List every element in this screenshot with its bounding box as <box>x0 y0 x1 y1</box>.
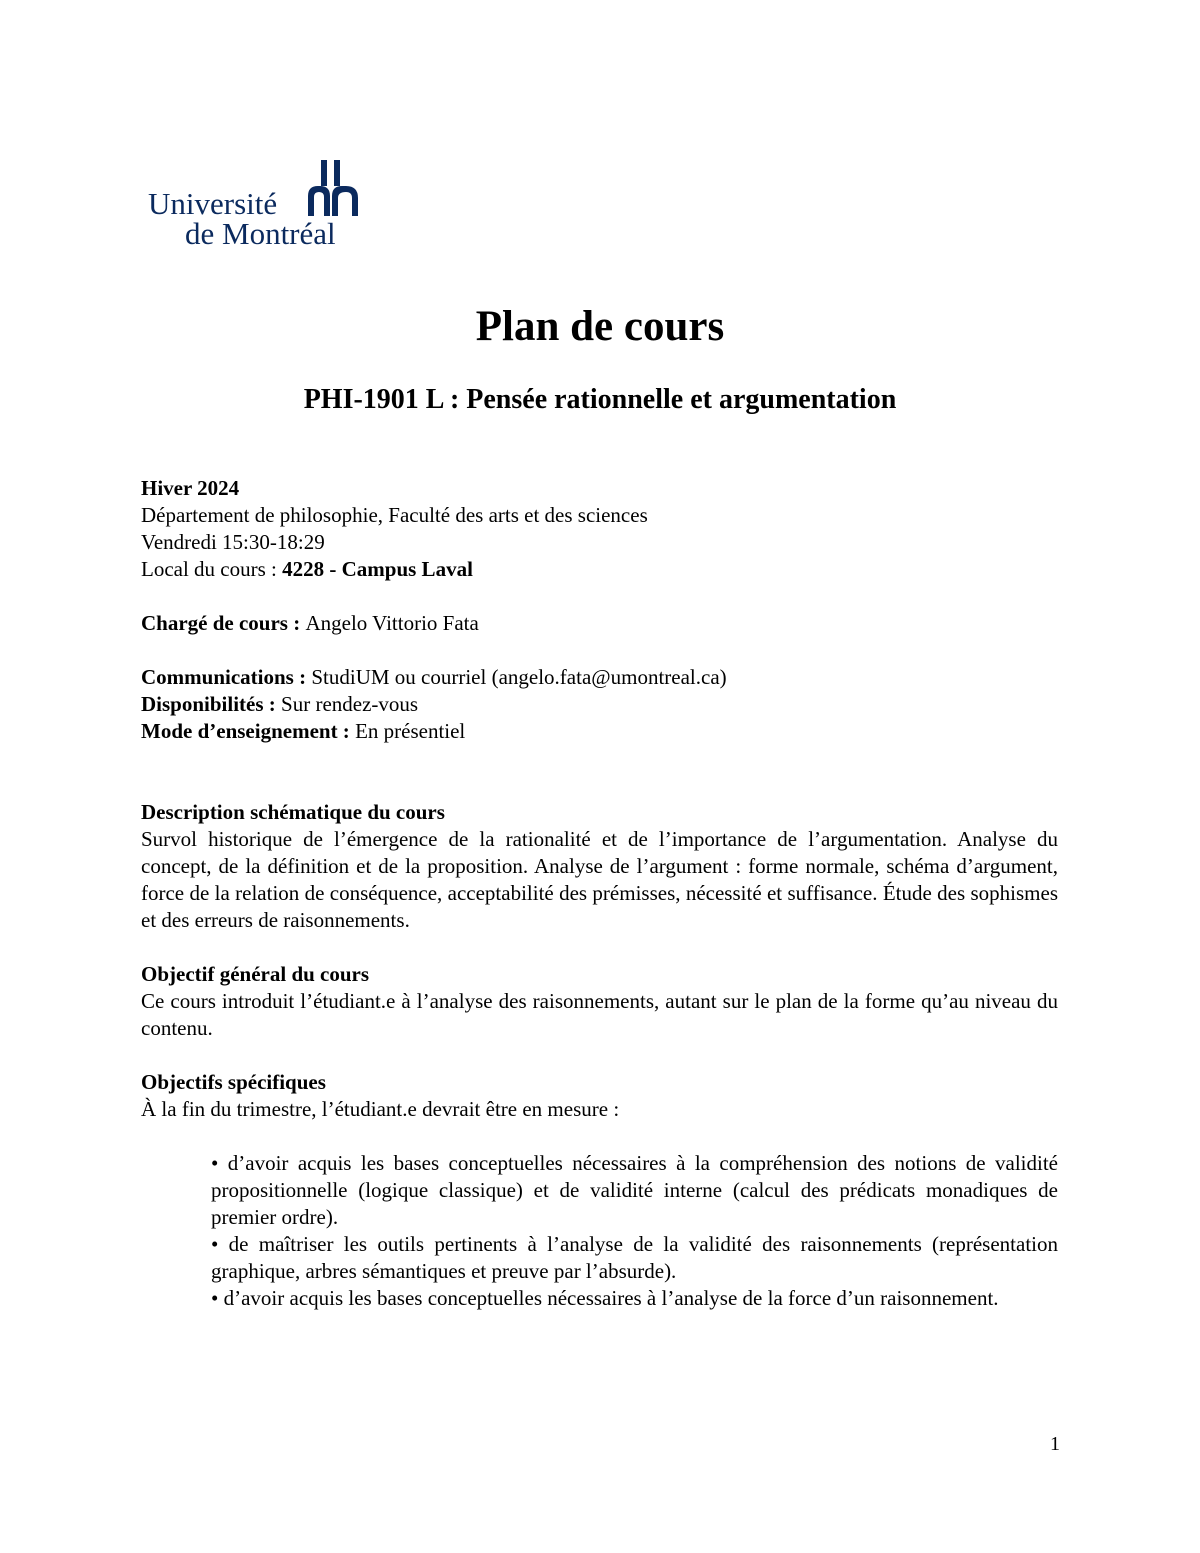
availability <box>141 691 1058 718</box>
course-title: PHI-1901 L : Pensée rationnelle et argumentation <box>303 384 897 415</box>
communications-value: StudiUM ou courriel (angelo.fata@umontreal.ca) <box>311 665 727 689</box>
teaching-mode <box>141 718 1058 745</box>
availability-label: Disponibilités : <box>141 692 282 716</box>
page-number: 1 <box>1050 1433 1060 1455</box>
logo-text-line1: Université <box>148 186 278 221</box>
communications <box>141 664 1058 691</box>
location-label: Local du cours : <box>141 557 283 581</box>
description-heading: Description schématique du cours <box>141 800 445 824</box>
teaching-mode-value: En présentiel <box>355 719 466 743</box>
location <box>141 556 1058 583</box>
location-value: 4228 - Campus Laval <box>282 557 473 581</box>
general-objective-heading: Objectif général du cours <box>141 962 370 986</box>
logo-text-line2: de Montréal <box>185 216 336 251</box>
document-body <box>141 475 1058 1312</box>
term: Hiver 2024 <box>141 476 240 500</box>
specific-objectives-intro: À la fin du trimestre, l’étudiant.e devrait être en mesure : <box>141 1097 620 1121</box>
objectives-list <box>211 1150 1058 1312</box>
specific-objectives-heading: Objectifs spécifiques <box>141 1070 326 1094</box>
udem-logo-icon <box>306 160 362 216</box>
list-item: • de maîtriser les outils pertinents à l’analyse de la validité des raisonnements (représentation graphique, arbres sémantiques et preuve par l’absurde). <box>211 1232 1058 1283</box>
general-objective-text: Ce cours introduit l’étudiant.e à l’analyse des raisonnements, autant sur le plan de la forme qu’au niveau du contenu. <box>141 989 1058 1040</box>
schedule: Vendredi 15:30-18:29 <box>141 530 325 554</box>
description-text: Survol historique de l’émergence de la rationalité et de l’importance de l’argumentation. Analyse du concept, de la définition et de la proposition. Analyse de l’argument : forme normale, schéma d’argument, force de la relation de conséquence, acceptabilité des prémisses, nécessité et suffisance. Étude des sophismes et des erreurs de raisonnements. <box>141 827 1058 932</box>
lecturer <box>141 610 1058 637</box>
document-title: Plan de cours <box>475 303 725 350</box>
lecturer-value: Angelo Vittorio Fata <box>305 611 479 635</box>
list-item: • d’avoir acquis les bases conceptuelles nécessaires à l’analyse de la force d’un raisonnement. <box>211 1286 999 1310</box>
list-item: • d’avoir acquis les bases conceptuelles nécessaires à la compréhension des notions de validité propositionnelle (logique classique) et de validité interne (calcul des prédicats monadiques de premier ordre). <box>211 1151 1058 1229</box>
teaching-mode-label: Mode d’enseignement : <box>141 719 356 743</box>
availability-value: Sur rendez-vous <box>281 692 419 716</box>
department: Département de philosophie, Faculté des arts et des sciences <box>141 503 648 527</box>
university-logo <box>148 160 368 250</box>
lecturer-label: Chargé de cours : <box>141 611 306 635</box>
communications-label: Communications : <box>141 665 312 689</box>
